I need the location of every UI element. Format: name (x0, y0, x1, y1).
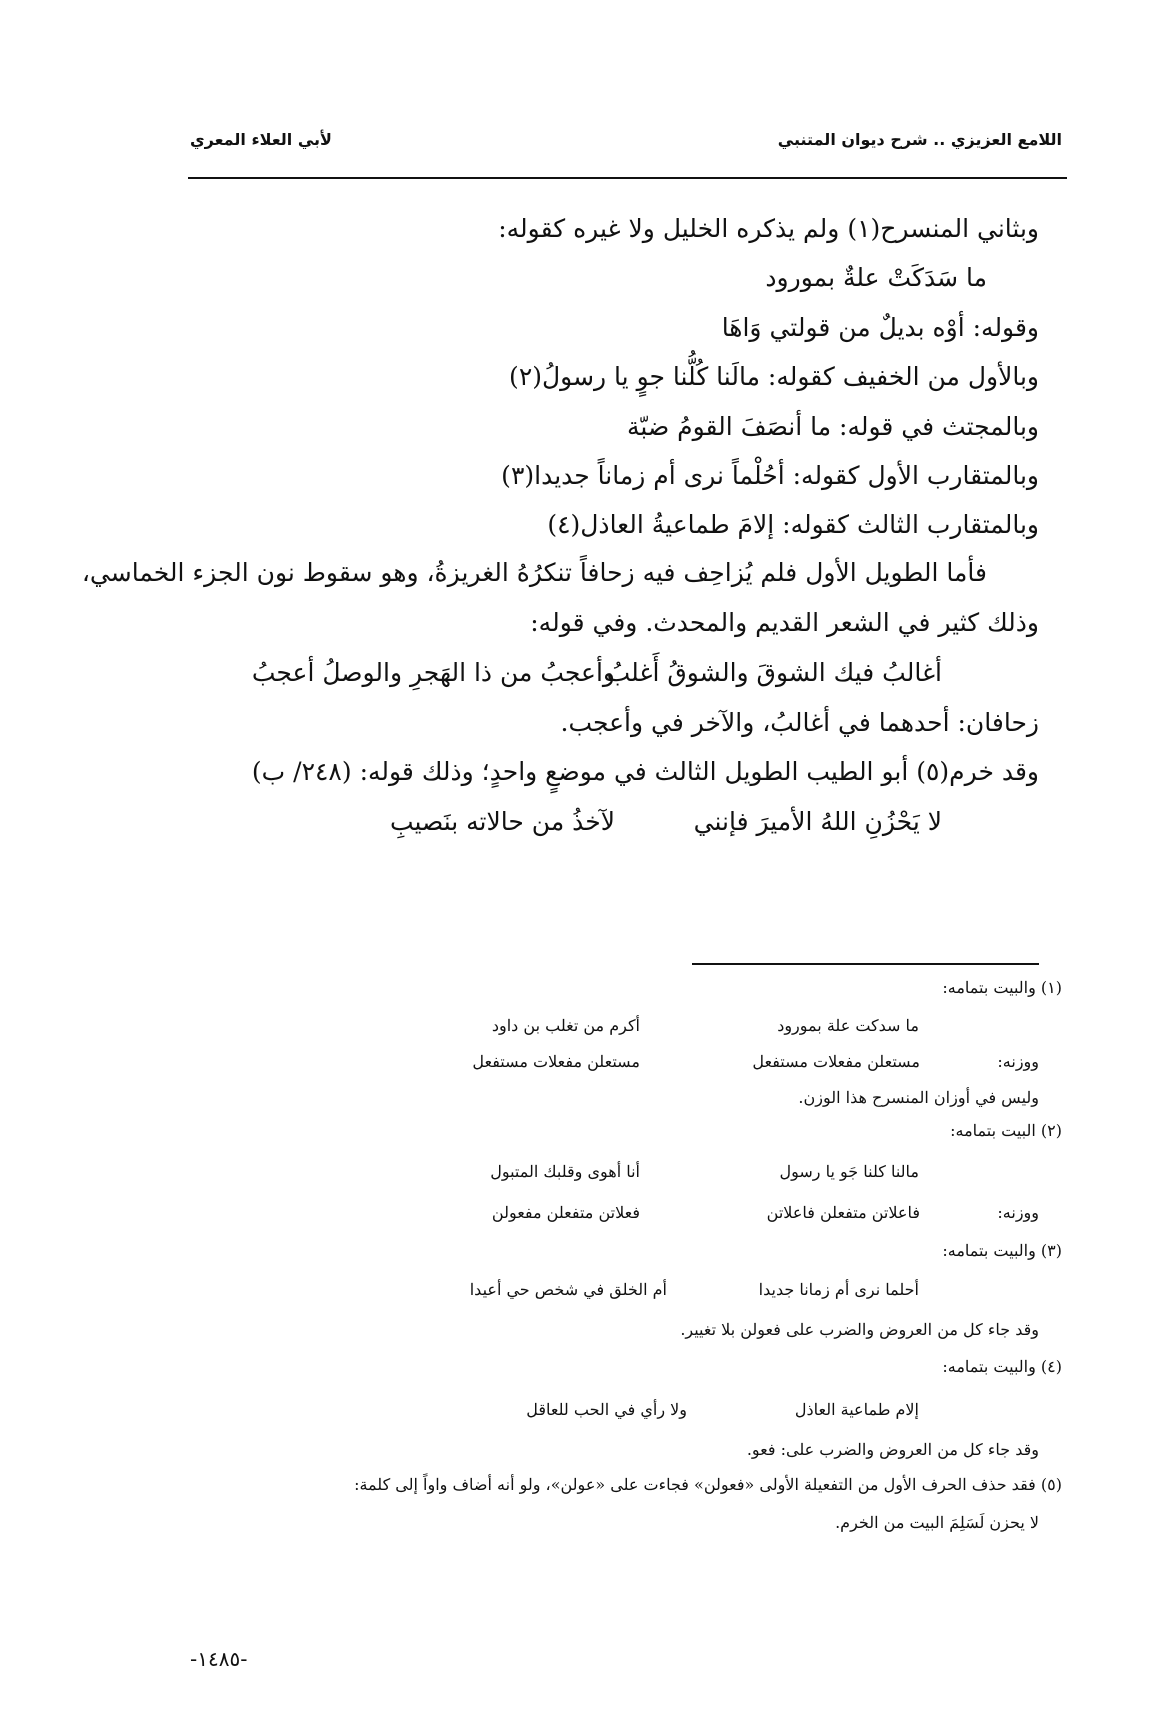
verse-2-first-hemistich: لا يَحْزُنِ اللهُ الأميرَ فإنني (693, 807, 942, 836)
header-rule (188, 177, 1067, 179)
body-line-9: وذلك كثير في الشعر القديم والمحدث. وفي قوله: (530, 608, 1039, 637)
body-line-2: ما سَدَكَتْ علةٌ بمورود (765, 263, 987, 292)
running-author: لأبي العلاء المعري (190, 130, 332, 149)
verse-1-first-hemistich: أغالبُ فيك الشوقَ والشوقُ أَغلبُ (606, 658, 942, 687)
verse-2-second-hemistich: لآخذُ من حالاته بنَصيبِ (389, 807, 615, 836)
footnote-5-line-1: (٥) فقد حذف الحرف الأول من التفعيلة الأولى «فعولن» فجاءت على «عولن»، ولو أنه أضاف واواً إلى كلمة: (354, 1475, 1062, 1494)
footnote-4-heading: (٤) والبيت بتمامه: (942, 1357, 1062, 1376)
body-line-7: وبالمتقارب الثالث كقوله: إلامَ طماعيةُ العاذل(٤) (547, 510, 1039, 539)
footnote-1-note: وليس في أوزان المنسرح هذا الوزن. (798, 1088, 1039, 1107)
body-line-5: وبالمجتث في قوله: ما أنصَفَ القومُ ضبّة (627, 412, 1039, 441)
footnote-1-meter-label: ووزنه: (997, 1052, 1039, 1071)
footnote-2-heading: (٢) البيت بتمامه: (950, 1121, 1062, 1140)
footnote-2-verse-b: أنا أهوى وقلبك المتبول (490, 1162, 640, 1181)
body-line-8: فأما الطويل الأول فلم يُزاحِف فيه زحافاً تنكرُهُ الغريزةُ، وهو سقوط نون الجزء الخماسي، (81, 558, 987, 587)
footnote-3-verse-a: أحلما نرى أم زمانا جديدا (758, 1280, 919, 1299)
footnote-separator (692, 963, 1039, 965)
running-title: اللامع العزيزي .. شرح ديوان المتنبي (777, 130, 1062, 149)
footnote-4-verse-b: ولا رأي في الحب للعاقل (526, 1400, 687, 1419)
body-line-4: وبالأول من الخفيف كقوله: مالَنا كُلُّنا جوٍ يا رسولُ(٢) (509, 362, 1039, 391)
footnote-1-verse-b: أكرم من تغلب بن داود (491, 1016, 640, 1035)
footnote-1-meter-b: مستعلن مفعلات مستفعل (472, 1052, 640, 1071)
footnote-1-meter-a: مستعلن مفعلات مستفعل (752, 1052, 920, 1071)
body-line-11: وقد خرم(٥) أبو الطيب الطويل الثالث في موضعٍ واحدٍ؛ وذلك قوله: (٢٤٨/ ب) (251, 757, 1039, 786)
footnote-3-heading: (٣) والبيت بتمامه: (942, 1241, 1062, 1260)
footnote-2-meter-b: فعلاتن متفعلن مفعولن (491, 1203, 640, 1222)
footnote-4-note: وقد جاء كل من العروض والضرب على: فعو. (746, 1440, 1039, 1459)
body-line-3: وقوله: أوْه بديلٌ من قولتي وَاهَا (721, 313, 1039, 342)
footnote-2-meter-label: ووزنه: (997, 1203, 1039, 1222)
footnote-4-verse-a: إلام طماعية العاذل (794, 1400, 919, 1419)
footnote-5-line-2: لا يحزن لَسَلِمَ البيت من الخرم. (835, 1513, 1039, 1532)
footnote-2-verse-a: مالنا كلنا جَو يا رسول (779, 1162, 919, 1181)
footnote-2-meter-a: فاعلاتن متفعلن فاعلاتن (766, 1203, 920, 1222)
page-number: -١٤٨٥- (190, 1647, 248, 1671)
verse-1-second-hemistich: وأعجبُ من ذا الهَجرِ والوصلُ أعجبُ (251, 658, 615, 687)
footnote-1-verse-a: ما سدكت علة بمورود (777, 1016, 919, 1035)
footnote-3-verse-b: أم الخلق في شخص حي أعيدا (469, 1280, 667, 1299)
body-line-10: زحافان: أحدهما في أغالبُ، والآخر في وأعجب. (560, 708, 1039, 737)
footnote-3-note: وقد جاء كل من العروض والضرب على فعولن بلا تغيير. (680, 1320, 1039, 1339)
footnote-1-heading: (١) والبيت بتمامه: (942, 978, 1062, 997)
body-line-6: وبالمتقارب الأول كقوله: أحُلْماً نرى أم زماناً جديدا(٣) (501, 461, 1039, 490)
body-line-1: وبثاني المنسرح(١) ولم يذكره الخليل ولا غيره كقوله: (498, 214, 1039, 243)
